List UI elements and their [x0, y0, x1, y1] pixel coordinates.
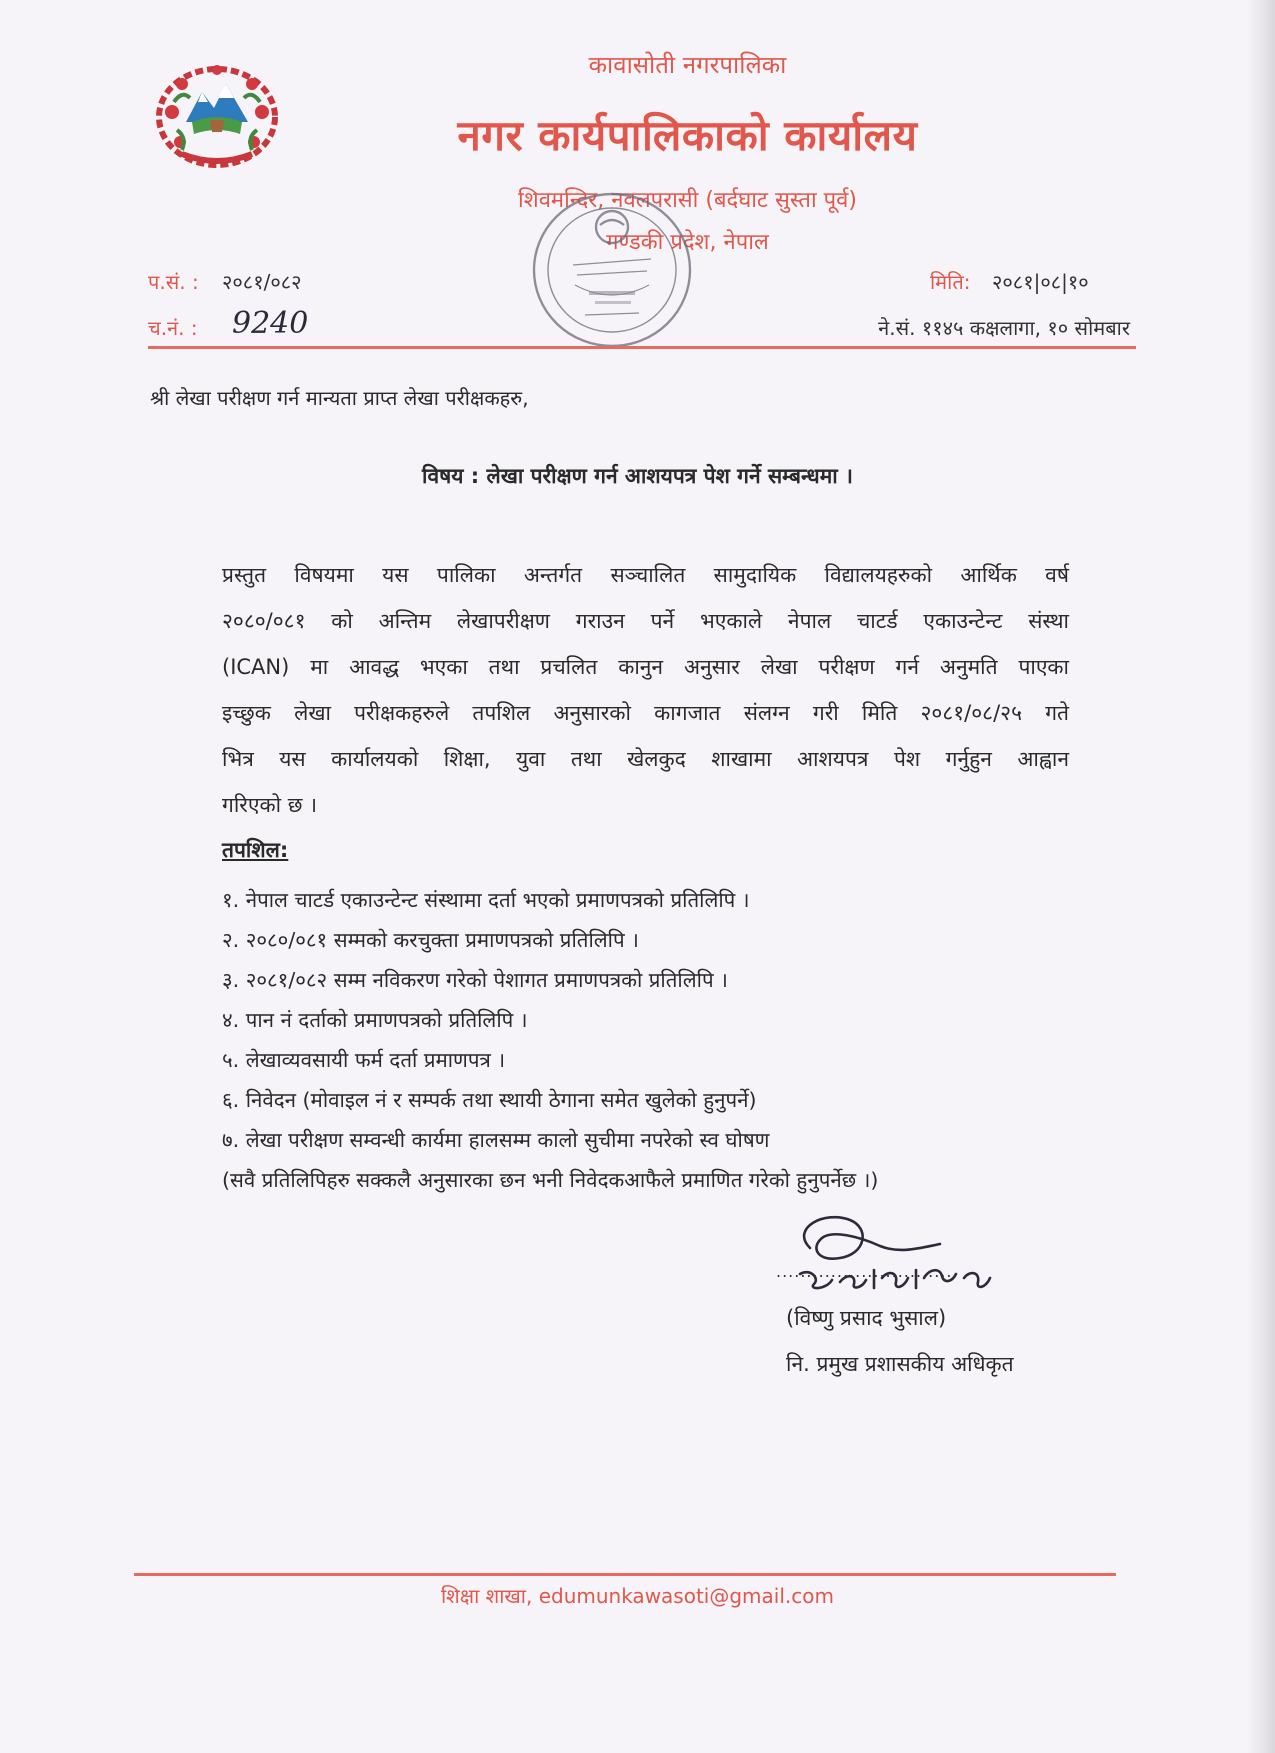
date-value: २०८१|०८|१० — [992, 270, 1089, 294]
handwritten-signature — [770, 1208, 1020, 1298]
office-seal-stamp — [515, 175, 710, 365]
list-item: ६. निवेदन (मोवाइल नं र सम्पर्क तथा स्थायी ठेगाना समेत खुलेको हुनुपर्ने) — [222, 1088, 757, 1112]
address-line-1: शिवमन्दिर, नवलपरासी (बर्दघाट सुस्ता पूर्व) — [518, 188, 857, 213]
list-item: (सवै प्रतिलिपिहरु सक्कलै अनुसारका छन भनी निवेदकआफैले प्रमाणित गरेको हुनुपर्नेछ ।) — [222, 1168, 879, 1192]
address-line-2: गण्डकी प्रदेश, नेपाल — [606, 230, 769, 255]
office-title: नगर कार्यपालिकाको कार्यालय — [457, 111, 918, 160]
header-divider — [148, 346, 1136, 349]
tapashil-heading: तपशिल: — [222, 838, 289, 862]
tapashil-list — [222, 880, 878, 1200]
signature-dotted-line: .............................. — [776, 1262, 959, 1281]
nepal-sambat-date: ने.सं. ११४५ कक्षलागा, १० सोमबार — [878, 316, 1130, 340]
footer-contact: शिक्षा शाखा, edumunkawasoti@gmail.com — [441, 1584, 834, 1608]
list-item: ७. लेखा परीक्षण सम्वन्धी कार्यमा हालसम्म कालो सुचीमा नपरेको स्व घोषण — [222, 1128, 770, 1152]
signatory-name: (विष्णु प्रसाद भुसाल) — [786, 1306, 947, 1330]
body-paragraph — [222, 552, 1069, 828]
body-line: (ICAN) मा आवद्ध भएका तथा प्रचलित कानुन अनुसार लेखा परीक्षण गर्न अनुमति पाएका — [222, 655, 1069, 679]
page-edge-shadow — [1247, 0, 1275, 1753]
list-item: १. नेपाल चाटर्ड एकाउन्टेन्ट संस्थामा दर्ता भएको प्रमाणपत्रको प्रतिलिपि । — [222, 888, 750, 912]
cn-label: च.नं. : — [148, 316, 198, 340]
list-item: २. २०८०/०८१ सम्मको करचुक्ता प्रमाणपत्रको प्रतिलिपि । — [222, 928, 639, 952]
ps-label: प.सं. : — [148, 270, 199, 294]
list-item: ५. लेखाव्यवसायी फर्म दर्ता प्रमाणपत्र । — [222, 1048, 506, 1072]
list-item: ४. पान नं दर्ताको प्रमाणपत्रको प्रतिलिपि । — [222, 1008, 528, 1032]
signatory-title: नि. प्रमुख प्रशासकीय अधिकृत — [786, 1352, 1014, 1376]
body-line: गरिएको छ । — [222, 793, 318, 817]
recipient-line: श्री लेखा परीक्षण गर्न मान्यता प्राप्त लेखा परीक्षकहरु, — [150, 386, 529, 410]
cn-value: 9240 — [232, 306, 309, 341]
body-line: २०८०/०८१ को अन्तिम लेखापरीक्षण गराउन पर्ने भएकाले नेपाल चाटर्ड एकाउन्टेन्ट संस्था — [222, 609, 1069, 633]
body-line: इच्छुक लेखा परीक्षकहरुले तपशिल अनुसारको कागजात संलग्न गरी मिति २०८१/०८/२५ गते — [222, 701, 1069, 725]
body-line: प्रस्तुत विषयमा यस पालिका अन्तर्गत सञ्चालित सामुदायिक विद्यालयहरुको आर्थिक वर्ष — [222, 563, 1069, 587]
footer-divider — [134, 1573, 1116, 1576]
ps-value: २०८१/०८२ — [222, 270, 302, 294]
list-item: ३. २०८१/०८२ सम्म नविकरण गरेको पेशागत प्रमाणपत्रको प्रतिलिपि । — [222, 968, 728, 992]
municipality-name: कावासोती नगरपालिका — [588, 51, 787, 79]
body-line: भित्र यस कार्यालयको शिक्षा, युवा तथा खेलकुद शाखामा आशयपत्र पेश गर्नुहुन आह्वान — [222, 747, 1069, 771]
date-label: मिति: — [930, 270, 971, 294]
subject-line: विषय : लेखा परीक्षण गर्न आशयपत्र पेश गर्ने सम्बन्धमा । — [422, 464, 853, 488]
